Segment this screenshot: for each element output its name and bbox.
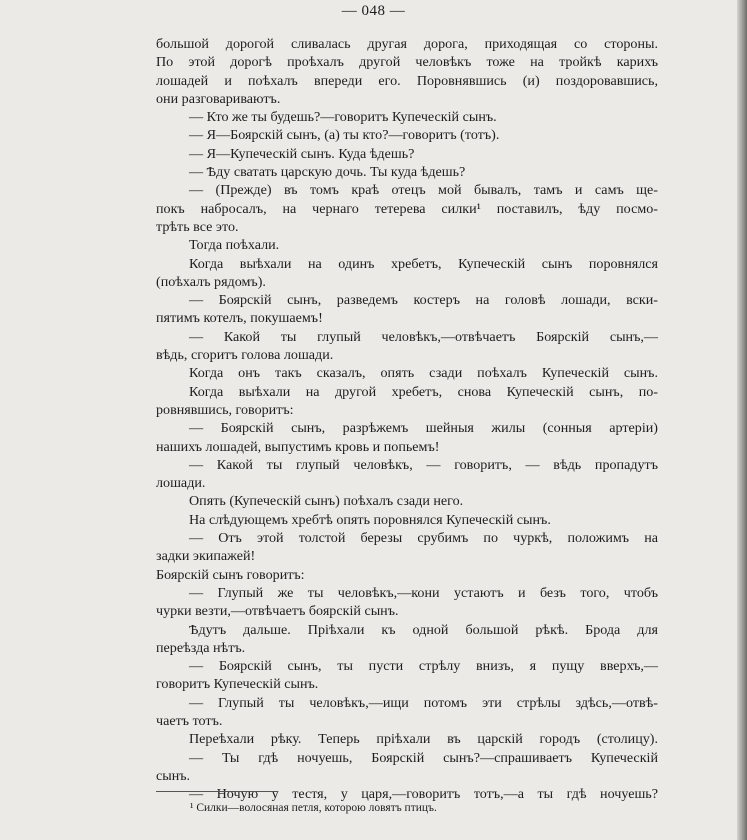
text-line: На слѣдующемъ хребтѣ опять поровнялся Купеческій сынъ. (189, 511, 551, 528)
text-line: чаетъ тотъ. (156, 712, 223, 729)
text-line: — Я—Боярскій сынъ, (а) ты кто?—говоритъ (тотъ). (189, 127, 500, 144)
footnote-rule (156, 791, 278, 792)
text-line: — Отъ этой толстой березы срубимъ по чуркѣ, положимъ на (189, 530, 658, 547)
text-line: говоритъ Купеческій сынъ. (156, 676, 319, 693)
text-line: Опять (Купеческій сынъ) поѣхалъ сзади него. (189, 493, 464, 510)
text-line: (поѣхалъ рядомъ). (156, 273, 266, 290)
text-line: — Ѣду сватать царскую дочь. Ты куда ѣдешь? (189, 164, 466, 181)
text-line: сынъ. (156, 767, 191, 784)
text-line: — Кто же ты будешь?—говоритъ Купеческій сынъ. (189, 109, 497, 126)
text-line: — (Прежде) въ томъ краѣ отецъ мой бывалъ, тамъ и самъ ще- (189, 182, 658, 199)
text-line: вѣдь, сгоритъ голова лошади. (156, 347, 334, 364)
text-line: Боярскій сынъ говоритъ: (156, 566, 305, 583)
text-line: Тогда поѣхали. (189, 237, 280, 254)
text-line: — Я—Купеческій сынъ. Куда ѣдешь? (189, 145, 415, 162)
text-line: они разговариваютъ. (156, 90, 281, 107)
text-line: Когда онъ такъ сказалъ, опять сзади поѣхалъ Купеческій сынъ. (189, 365, 658, 382)
text-line: ровнявшись, говоритъ: (156, 401, 294, 418)
text-line: — Ты гдѣ ночуешь, Боярскій сынъ?—спрашиваетъ Купеческій (189, 749, 658, 766)
text-line: чурки везти,—отвѣчаетъ боярскій сынъ. (156, 603, 399, 620)
text-line: большой дорогой сливалась другая дорога, приходящая со стороны. (156, 36, 658, 52)
body-text (156, 35, 658, 803)
text-line: Переѣхали рѣку. Теперь пріѣхали въ царскій городъ (столицу). (189, 731, 658, 748)
text-line: — Глупый же ты человѣкъ,—кони устаютъ и безъ того, чтобъ (189, 584, 658, 601)
text-line: — Боярскій сынъ, ты пусти стрѣлу внизъ, я пущу вверхъ,— (189, 658, 658, 675)
text-line: Когда выѣхали на другой хребетъ, снова Купеческій сынъ, по- (189, 383, 658, 400)
text-line: пятимъ котелъ, покушаемъ! (156, 310, 323, 327)
text-line: покъ набросалъ, на чернаго тетерева силки¹ поставилъ, ѣду посмо- (156, 200, 658, 217)
scan-page-edge (737, 0, 747, 840)
page-number: — 048 — (341, 3, 406, 19)
text-line: — Глупый ты человѣкъ,—ищи потомъ эти стрѣлы здѣсь,—отвѣ- (189, 694, 658, 711)
text-line: — Какой ты глупый человѣкъ,—отвѣчаетъ Боярскій сынъ,— (189, 328, 658, 345)
text-line: нашихъ лошадей, выпустимъ кровь и попьемъ! (156, 438, 440, 455)
text-line: задки экипажей! (156, 548, 256, 565)
text-line: — Боярскій сынъ, разведемъ костеръ на головѣ лошади, вски- (189, 292, 658, 309)
footnote: ¹ Силки—волосяная петля, которою ловятъ птицъ. (190, 802, 437, 814)
text-line: — Какой ты глупый человѣкъ, — говоритъ, — вѣдь пропадутъ (189, 456, 658, 473)
text-line: переѣзда нѣтъ. (156, 639, 246, 656)
text-line: — Боярскій сынъ, разрѣжемъ шейныя жилы (сонныя артеріи) (189, 420, 658, 437)
text-line: Ѣдутъ дальше. Пріѣхали къ одной большой рѣкѣ. Брода для (189, 621, 658, 638)
text-line: — Ночую у тестя, у царя,—говоритъ тотъ,—а ты гдѣ ночуешь? (189, 786, 658, 803)
text-line: лошадей и поѣхалъ впереди его. Поровнявшись (и) поздоровавшись, (156, 72, 658, 89)
text-line: лошади. (156, 475, 206, 492)
text-line: По этой дорогѣ проѣхалъ другой человѣкъ тоже на тройкѣ карихъ (156, 54, 658, 71)
text-line: трѣть все это. (156, 218, 239, 235)
text-line: Когда выѣхали на одинъ хребетъ, Купеческій сынъ поровнялся (189, 255, 658, 272)
